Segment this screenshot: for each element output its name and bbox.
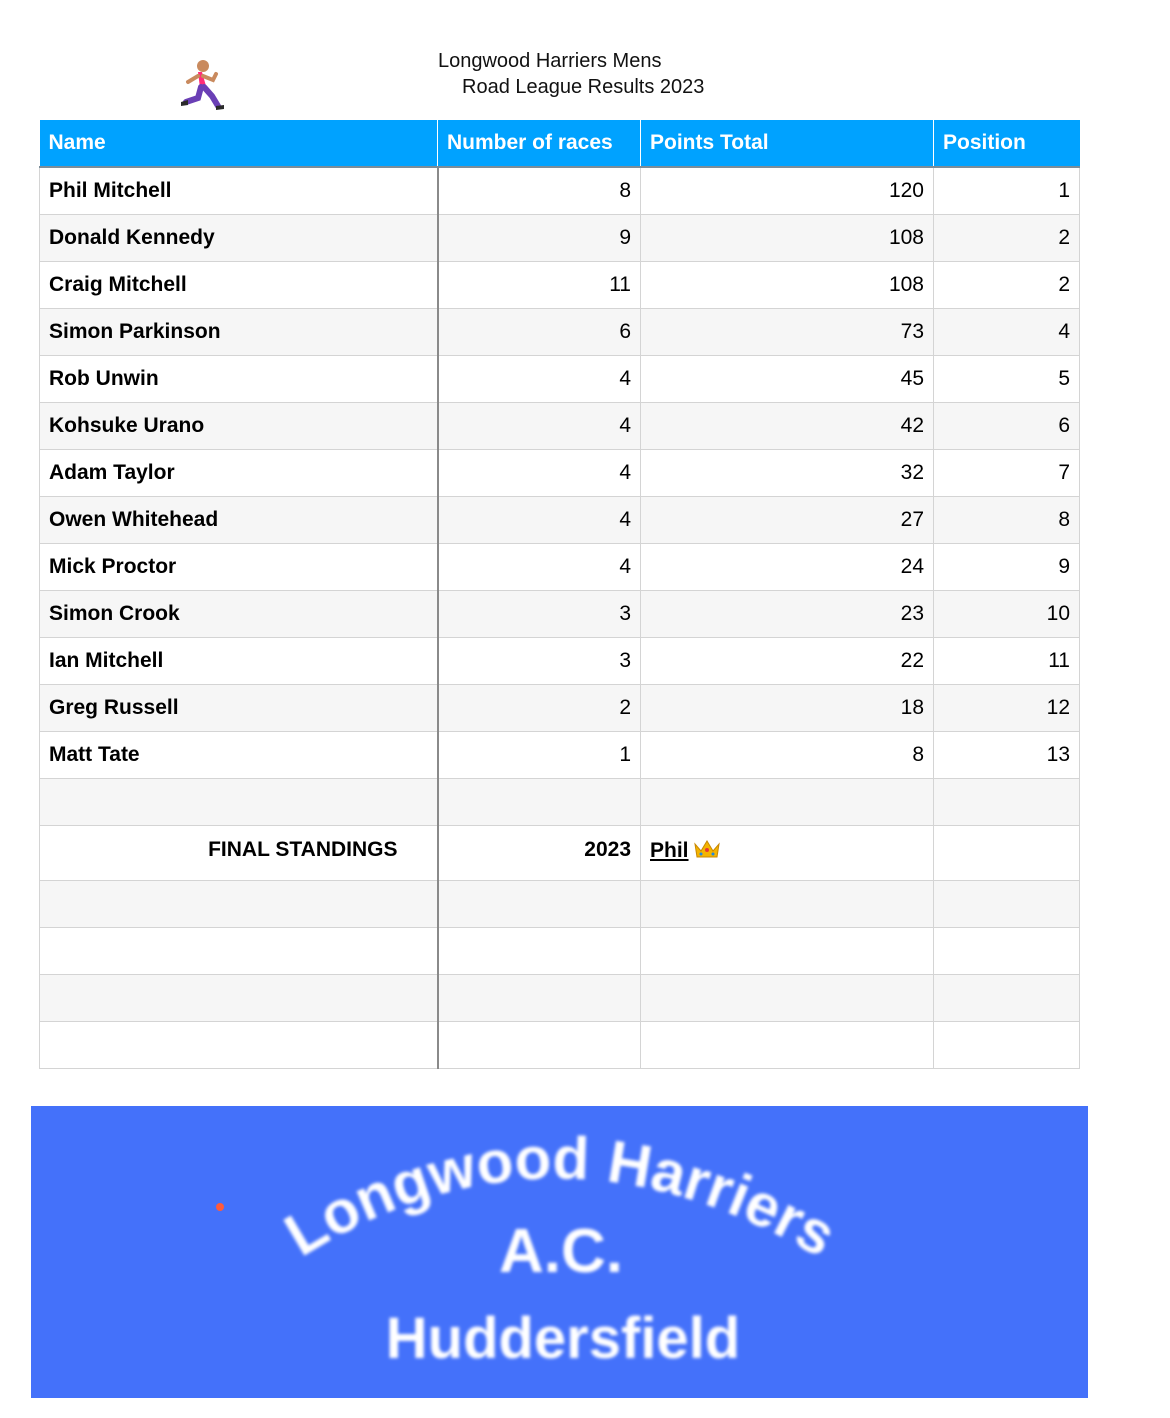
cell-position[interactable]: 11 <box>934 637 1080 684</box>
cell-races[interactable]: 4 <box>438 402 641 449</box>
cell-position[interactable]: 4 <box>934 308 1080 355</box>
cell-points[interactable]: 22 <box>641 637 934 684</box>
table-row <box>40 355 1080 402</box>
winner-name: Phil <box>650 838 689 862</box>
cell-name[interactable]: Greg Russell <box>40 684 438 731</box>
table-row <box>40 167 1080 214</box>
runner-icon <box>176 58 226 114</box>
cell-name[interactable]: Craig Mitchell <box>40 261 438 308</box>
cell-name[interactable]: Owen Whitehead <box>40 496 438 543</box>
cell-races[interactable]: 3 <box>438 637 641 684</box>
banner-arc-text: Longwood Harriers <box>273 1124 848 1270</box>
cell-name[interactable]: Simon Crook <box>40 590 438 637</box>
cell-points[interactable]: 18 <box>641 684 934 731</box>
empty-cell[interactable] <box>934 825 1080 880</box>
cell-position[interactable]: 6 <box>934 402 1080 449</box>
table-row <box>40 731 1080 778</box>
empty-cell[interactable] <box>641 1021 934 1068</box>
column-header-position[interactable]: Position <box>934 120 1080 167</box>
header-row <box>40 120 1080 167</box>
final-standings-year[interactable]: 2023 <box>438 825 641 880</box>
cell-points[interactable]: 8 <box>641 731 934 778</box>
cell-position[interactable]: 12 <box>934 684 1080 731</box>
cell-name[interactable]: Mick Proctor <box>40 543 438 590</box>
cell-points[interactable]: 108 <box>641 261 934 308</box>
title-line-1: Longwood Harriers Mens <box>438 50 662 72</box>
table-row <box>40 496 1080 543</box>
empty-cell[interactable] <box>438 1021 641 1068</box>
table-row <box>40 308 1080 355</box>
results-table <box>39 120 1080 1069</box>
table-row <box>40 637 1080 684</box>
cell-position[interactable]: 1 <box>934 167 1080 214</box>
winner-link[interactable] <box>650 839 721 862</box>
cell-position[interactable]: 9 <box>934 543 1080 590</box>
cell-races[interactable]: 4 <box>438 496 641 543</box>
cell-name[interactable]: Simon Parkinson <box>40 308 438 355</box>
cell-races[interactable]: 4 <box>438 355 641 402</box>
cell-name[interactable]: Matt Tate <box>40 731 438 778</box>
cell-races[interactable]: 11 <box>438 261 641 308</box>
empty-cell[interactable] <box>641 880 934 927</box>
crown-icon <box>693 838 721 866</box>
empty-cell[interactable] <box>641 778 934 825</box>
empty-cell[interactable] <box>40 1021 438 1068</box>
final-standings-label[interactable]: FINAL STANDINGS <box>40 825 438 880</box>
empty-row <box>40 778 1080 825</box>
table-row <box>40 684 1080 731</box>
cell-points[interactable]: 32 <box>641 449 934 496</box>
cell-races[interactable]: 4 <box>438 543 641 590</box>
empty-cell[interactable] <box>438 880 641 927</box>
empty-row <box>40 1021 1080 1068</box>
cell-races[interactable]: 2 <box>438 684 641 731</box>
cell-position[interactable]: 8 <box>934 496 1080 543</box>
empty-cell[interactable] <box>641 974 934 1021</box>
empty-cell[interactable] <box>641 927 934 974</box>
cell-races[interactable]: 8 <box>438 167 641 214</box>
empty-cell[interactable] <box>40 880 438 927</box>
cell-points[interactable]: 27 <box>641 496 934 543</box>
table-row <box>40 214 1080 261</box>
empty-row <box>40 927 1080 974</box>
cell-name[interactable]: Phil Mitchell <box>40 167 438 214</box>
cell-points[interactable]: 120 <box>641 167 934 214</box>
cell-name[interactable]: Adam Taylor <box>40 449 438 496</box>
club-logo-banner <box>31 1106 1088 1398</box>
cell-points[interactable]: 45 <box>641 355 934 402</box>
table-row <box>40 543 1080 590</box>
cell-position[interactable]: 7 <box>934 449 1080 496</box>
cell-name[interactable]: Kohsuke Urano <box>40 402 438 449</box>
empty-row <box>40 880 1080 927</box>
empty-cell[interactable] <box>438 974 641 1021</box>
empty-cell[interactable] <box>934 974 1080 1021</box>
cell-points[interactable]: 24 <box>641 543 934 590</box>
cell-points[interactable]: 108 <box>641 214 934 261</box>
table-row <box>40 402 1080 449</box>
empty-cell[interactable] <box>934 1021 1080 1068</box>
cell-position[interactable]: 2 <box>934 261 1080 308</box>
final-standings-winner-cell[interactable] <box>641 825 934 880</box>
cell-name[interactable]: Donald Kennedy <box>40 214 438 261</box>
table-row <box>40 261 1080 308</box>
red-dot <box>216 1203 224 1211</box>
table-row <box>40 449 1080 496</box>
empty-cell[interactable] <box>40 974 438 1021</box>
cell-position[interactable]: 13 <box>934 731 1080 778</box>
cell-points[interactable]: 42 <box>641 402 934 449</box>
empty-row <box>40 974 1080 1021</box>
cell-races[interactable]: 9 <box>438 214 641 261</box>
cell-name[interactable]: Ian Mitchell <box>40 637 438 684</box>
cell-position[interactable]: 2 <box>934 214 1080 261</box>
cell-races[interactable]: 1 <box>438 731 641 778</box>
final-standings-row <box>40 825 1080 880</box>
empty-cell[interactable] <box>438 778 641 825</box>
cell-points[interactable]: 23 <box>641 590 934 637</box>
empty-cell[interactable] <box>40 927 438 974</box>
empty-cell[interactable] <box>934 880 1080 927</box>
table-row <box>40 590 1080 637</box>
cell-races[interactable]: 3 <box>438 590 641 637</box>
cell-position[interactable]: 10 <box>934 590 1080 637</box>
column-header-name[interactable]: Name <box>40 120 438 167</box>
empty-cell[interactable] <box>40 778 438 825</box>
banner-line-3: Huddersfield <box>385 1306 741 1371</box>
cell-races[interactable]: 6 <box>438 308 641 355</box>
cell-races[interactable]: 4 <box>438 449 641 496</box>
banner-line-2: A.C. <box>499 1217 623 1286</box>
title-line-2: Road League Results 2023 <box>462 76 705 98</box>
column-header-races[interactable]: Number of races <box>438 120 641 167</box>
empty-cell[interactable] <box>934 927 1080 974</box>
cell-name[interactable]: Rob Unwin <box>40 355 438 402</box>
empty-cell[interactable] <box>934 778 1080 825</box>
empty-cell[interactable] <box>438 927 641 974</box>
cell-position[interactable]: 5 <box>934 355 1080 402</box>
cell-points[interactable]: 73 <box>641 308 934 355</box>
column-header-points[interactable]: Points Total <box>641 120 934 167</box>
page-title <box>438 48 858 100</box>
